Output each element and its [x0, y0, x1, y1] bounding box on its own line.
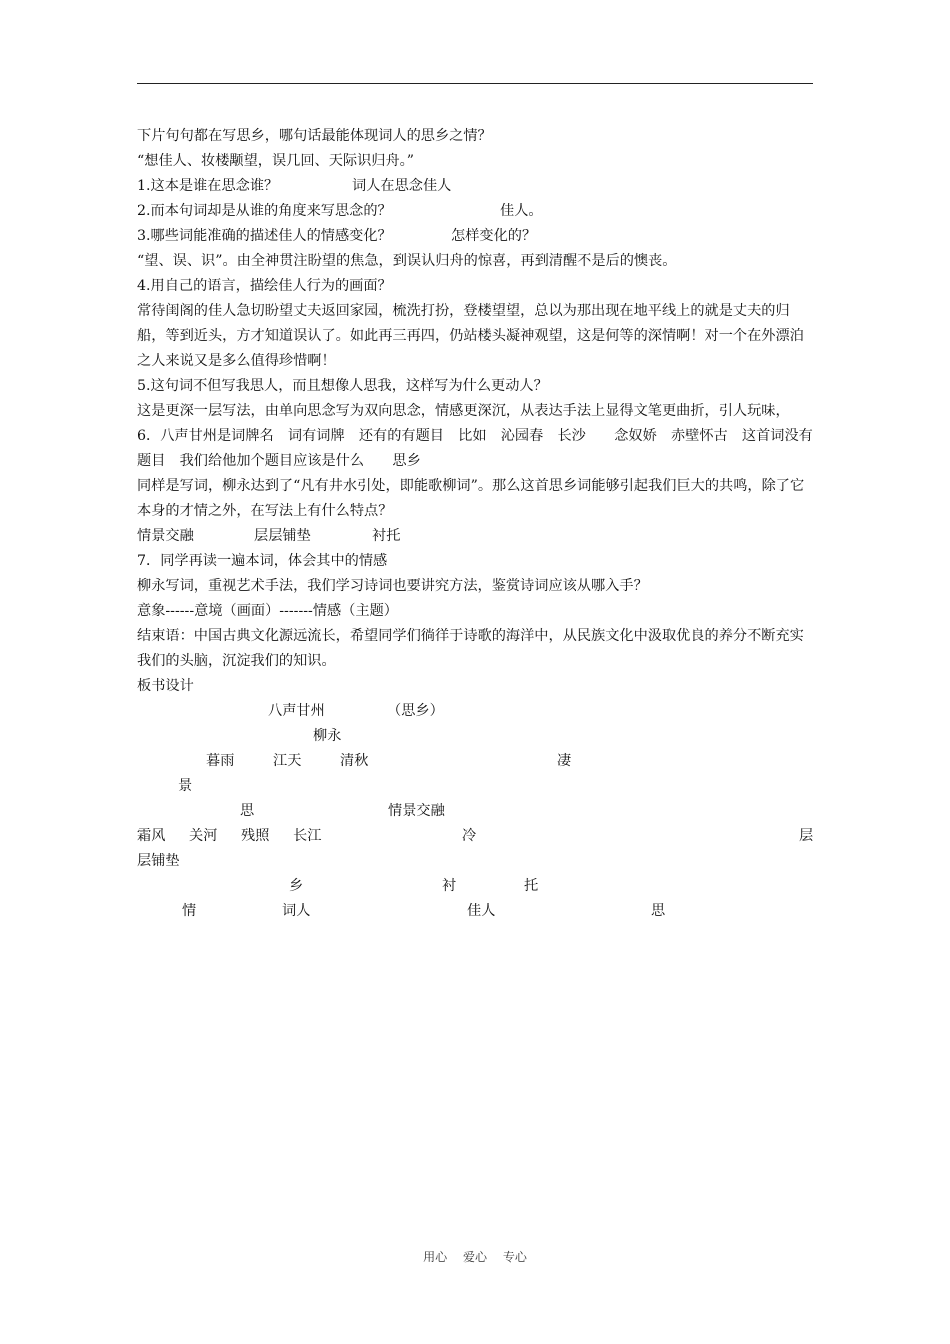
question-1: 1.这本是谁在思念谁？	[137, 178, 279, 194]
feature-item: 情景交融	[137, 528, 194, 544]
board-heading: 板书设计	[137, 678, 194, 694]
board-person: 词人	[282, 903, 311, 919]
paragraph: 5.这句词不但写我思人，而且想像人思我，这样写为什么更动人？	[137, 378, 548, 394]
board-label: 思	[240, 803, 255, 819]
board-author: 柳永	[313, 728, 342, 744]
paragraph: “望、误、识”。由全神贯注盼望的焦急，到误认归舟的惊喜，再到清醒不是后的懊丧。	[137, 253, 677, 269]
board-image: 关河	[189, 828, 218, 844]
board-image: 残照	[241, 828, 270, 844]
paragraph: 意象------意境（画面）-------情感（主题）	[137, 603, 398, 619]
board-image: 清秋	[340, 753, 369, 769]
board-label: 情	[182, 903, 197, 919]
board-label: 乡	[289, 878, 304, 894]
header-rule	[137, 83, 813, 84]
qa-row-3	[137, 224, 815, 249]
paragraph: 这是更深一层写法，由单向思念写为双向思念，情感更深沉，从表达手法上显得文笔更曲折，引人玩味，	[137, 403, 790, 419]
page-footer	[0, 1248, 950, 1265]
feature-item: 衬托	[372, 528, 401, 544]
footer-text: 专心	[502, 1250, 527, 1264]
board-mood: 冷	[462, 828, 477, 844]
document-body	[137, 124, 815, 924]
features-row	[137, 524, 815, 549]
footer-text: 用心	[423, 1250, 448, 1264]
answer-2: 佳人。	[500, 203, 543, 219]
paragraph: 同样是写词，柳永达到了“凡有井水引处，即能歌柳词”。那么这首思乡词能够引起我们巨大的共鸣，除了它本身的才情之外，在写法上有什么特点？	[137, 478, 805, 519]
board-image: 长江	[293, 828, 322, 844]
board-feature: 层	[799, 828, 814, 844]
answer-1: 词人在思念佳人	[352, 178, 452, 194]
question-3: 3.哪些词能准确的描述佳人的情感变化？	[137, 228, 392, 244]
question-3-followup: 怎样变化的？	[451, 228, 537, 244]
qa-row-2	[137, 199, 815, 224]
paragraph: “想佳人、妆楼颙望，误几回、天际识归舟。”	[137, 153, 414, 169]
paragraph: 常待闺阁的佳人急切盼望丈夫返回家园，梳洗打扮，登楼望望，总以为那出现在地平线上的就是丈夫的归船，等到近头，方才知道误认了。如此再三再四，仍站楼头凝神观望，这是何等的深情啊！对一个在外漂泊之人来说又是多么值得珍惜啊！	[137, 303, 804, 369]
paragraph: 7．同学再读一遍本词，体会其中的情感	[137, 553, 388, 569]
board-title: 八声甘州	[268, 703, 325, 719]
board-feature: 托	[524, 878, 539, 894]
board-feature: 情景交融	[388, 803, 445, 819]
board-feature: 衬	[442, 878, 457, 894]
board-mood: 凄	[557, 753, 572, 769]
paragraph: 结束语：中国古典文化源远流长，希望同学们徜徉于诗歌的海洋中，从民族文化中汲取优良的养分不断充实我们的头脑，沉淀我们的知识。	[137, 628, 804, 669]
board-label: 思	[651, 903, 666, 919]
board-design	[137, 699, 815, 924]
paragraph: 下片句句都在写思乡，哪句话最能体现词人的思乡之情？	[137, 128, 492, 144]
feature-item: 层层铺垫	[254, 528, 311, 544]
question-2: 2.而本句词却是从谁的角度来写思念的？	[137, 203, 392, 219]
board-person: 佳人	[467, 903, 496, 919]
board-label: 景	[178, 778, 193, 794]
board-feature: 层铺垫	[137, 853, 180, 869]
paragraph: 4.用自己的语言，描绘佳人行为的画面？	[137, 278, 392, 294]
board-image: 暮雨	[206, 753, 235, 769]
footer-text: 爱心	[462, 1250, 487, 1264]
board-theme: （思乡）	[387, 703, 444, 719]
paragraph: 柳永写词，重视艺术手法，我们学习诗词也要讲究方法，鉴赏诗词应该从哪入手？	[137, 578, 648, 594]
paragraph: 6．八声甘州是词牌名 词有词牌 还有的有题目 比如 沁园春 长沙 念奴娇 赤壁怀古 这首词没有题目 我们给他加个题目应该是什么 思乡	[137, 428, 813, 469]
board-image: 霜风	[137, 828, 166, 844]
board-image: 江天	[273, 753, 302, 769]
qa-row-1	[137, 174, 815, 199]
